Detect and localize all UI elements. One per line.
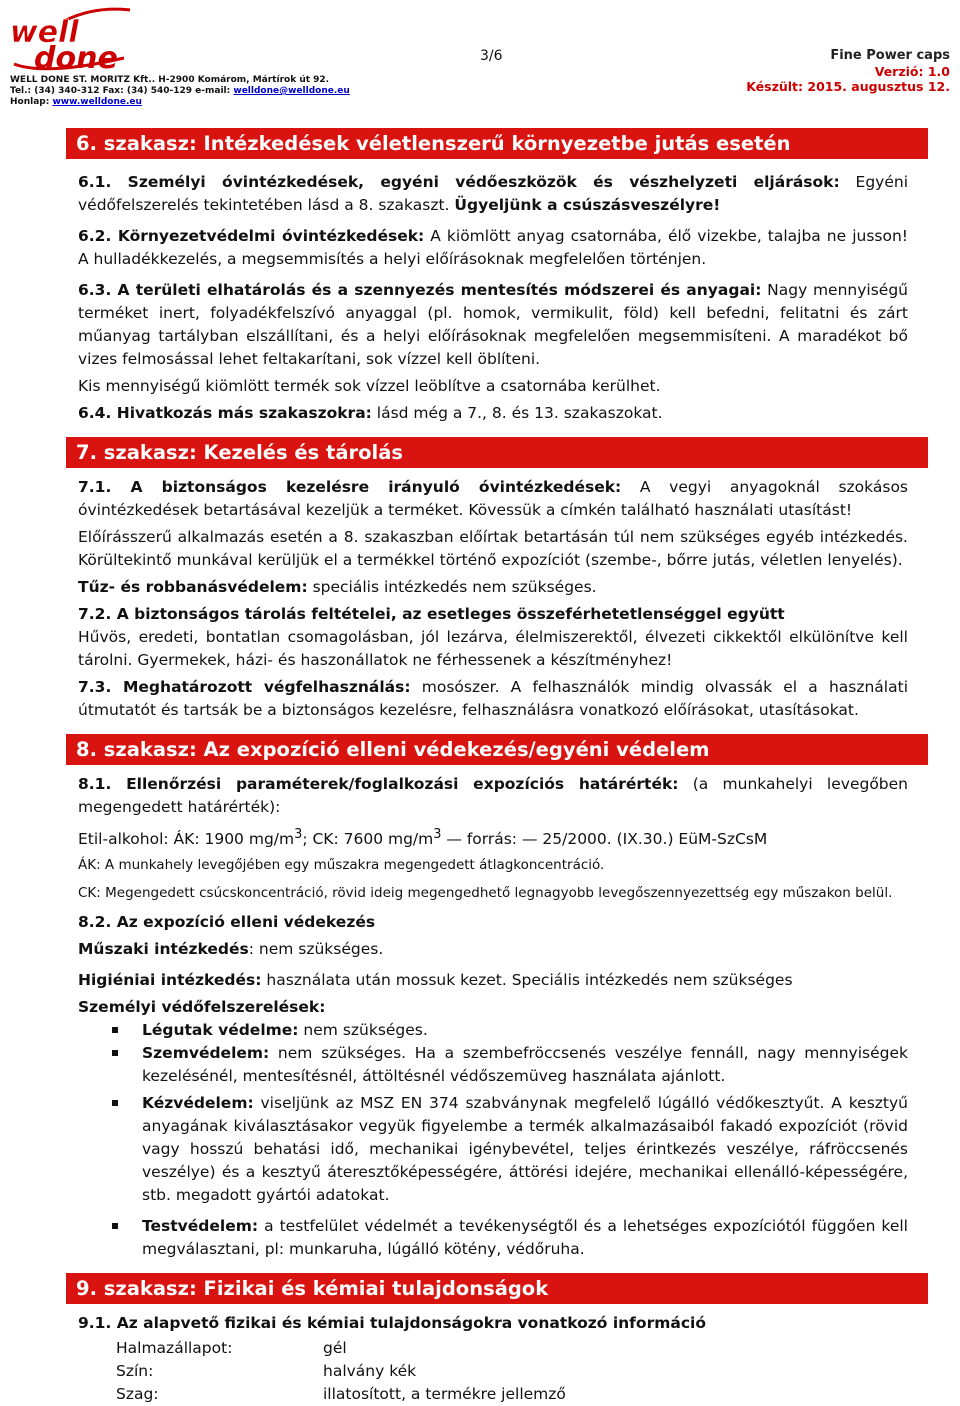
text-7-1: A vegyi anyagoknál szokásos óvintézkedések betartásával kezeljük a terméket. Kövessük a címkén található használati utasítást! bbox=[78, 478, 909, 519]
ppe-heading: Személyi védőfelszerelések: bbox=[78, 998, 326, 1017]
para-fire bbox=[78, 576, 908, 599]
para-6-2 bbox=[78, 225, 908, 271]
property-key: Halmazállapot: bbox=[116, 1339, 233, 1358]
property-key: Szín: bbox=[116, 1362, 154, 1381]
text-6-4: lásd még a 7., 8. és 13. szakaszokat. bbox=[371, 404, 663, 422]
list-item bbox=[78, 1092, 908, 1207]
email-link[interactable]: welldone@welldone.eu bbox=[233, 86, 350, 96]
heading-6-4: 6.4. Hivatkozás más szakaszokra: bbox=[78, 404, 372, 422]
para-8-1 bbox=[78, 773, 908, 819]
limit-ak: Etil-alkohol: ÁK: 1900 mg/m bbox=[78, 830, 295, 849]
text-6-1: Egyéni védőfelszerelés tekintetében lásd a 8. szakaszt. bbox=[78, 173, 908, 214]
section-9-title: 9. szakasz: Fizikai és kémiai tulajdonságok bbox=[66, 1273, 928, 1304]
heading-7-1: 7.1. A biztonságos kezelésre irányuló óvintézkedések: bbox=[78, 478, 622, 496]
para-hygiene bbox=[78, 969, 908, 992]
web-label: Honlap: bbox=[10, 97, 53, 107]
heading-8-1: 8.1. Ellenőrzési paraméterek/foglalkozási expozíciós határérték: bbox=[78, 775, 679, 793]
text-6-3: Nagy mennyiségű terméket inert, folyadékfelszívó anyaggal (pl. homok, vermikulit, föld) kell befedni, felitatni és zárt műanyag tartályban elszállítani, és a helyi előírásoknak megfelelően megsemmisíteni. A maradékot bő vizes felmosással lehet feltakarítani, sok vízzel kell öblíteni. bbox=[78, 281, 908, 368]
para-7-1b: Előírásszerű alkalmazás esetén a 8. szakaszban előírtak betartásán túl nem szükséges egyéb intézkedés. Körültekintő munkával kerüljük el a termékkel történő expozíciót (szembe-, bőrre jutás, véletlen lenyelés). bbox=[78, 528, 908, 569]
section-8-title: 8. szakasz: Az expozíció elleni védekezés/egyéni védelem bbox=[66, 734, 928, 765]
limit-source: — forrás: — 25/2000. (IX.30.) EüM-SzCsM bbox=[441, 830, 768, 849]
company-address: WELL DONE ST. MORITZ Kft.. H-2900 Komárom, Mártírok út 92. bbox=[10, 75, 330, 85]
property-value: halvány kék bbox=[323, 1362, 417, 1381]
phone-fax: Tel.: (34) 340-312 Fax: (34) 540-129 e-mail: bbox=[10, 86, 234, 96]
logo-word-done: done bbox=[34, 41, 118, 76]
property-value: gél bbox=[323, 1339, 347, 1358]
exposure-limit bbox=[78, 823, 908, 851]
logo-word-well: well bbox=[10, 15, 79, 50]
para-7-2: Hűvös, eredeti, bontatlan csomagolásban, jól lezárva, élelmiszerektől, élvezeti cikkektől elkülönítve kell tárolni. Gyermekek, házi- és haszonállatok ne férhessenek a készítményhez! bbox=[78, 628, 908, 669]
ppe-label: Légutak védelme: bbox=[142, 1021, 299, 1040]
website-link[interactable]: www.welldone.eu bbox=[52, 97, 142, 107]
heading-7-2: 7.2. A biztonságos tárolás feltételei, az esetleges összeférhetetlenséggel együtt bbox=[78, 605, 785, 623]
fire-text: speciális intézkedés nem szükséges. bbox=[307, 578, 597, 596]
ppe-text: nem szükséges. bbox=[298, 1021, 428, 1040]
slip-warning: Ügyeljünk a csúszásveszélyre! bbox=[454, 196, 721, 214]
hygiene-text: használata után mossuk kezet. Speciális intézkedés nem szükséges bbox=[261, 971, 793, 990]
section-7-title: 7. szakasz: Kezelés és tárolás bbox=[66, 437, 928, 468]
ak-definition: ÁK: A munkahely levegőjében egy műszakra megengedett átlagkoncentráció. bbox=[78, 857, 605, 874]
ppe-label: Szemvédelem: bbox=[142, 1044, 270, 1063]
para-6-1 bbox=[78, 171, 908, 217]
logo-graphic bbox=[6, 6, 136, 78]
page-number: 3/6 bbox=[480, 48, 503, 64]
limit-ck: ; CK: 7600 mg/m bbox=[302, 830, 434, 849]
ppe-label: Testvédelem: bbox=[142, 1217, 259, 1236]
version: Verzió: 1.0 bbox=[874, 64, 950, 79]
limit-sup-1: 3 bbox=[294, 827, 303, 842]
fire-heading: Tűz- és robbanásvédelem: bbox=[78, 578, 308, 596]
product-name: Fine Power caps bbox=[830, 48, 950, 63]
para-6-3b: Kis mennyiségű kiömlött termék sok vízzel leöblítve a csatornába kerülhet. bbox=[78, 377, 661, 395]
list-item bbox=[78, 1019, 908, 1042]
property-value: illatosított, a termékre jellemző bbox=[323, 1385, 566, 1404]
document-body bbox=[78, 128, 908, 1406]
hygiene-heading: Higiéniai intézkedés: bbox=[78, 971, 262, 990]
welldone-logo bbox=[6, 6, 136, 82]
para-6-4 bbox=[78, 402, 908, 425]
company-contact bbox=[10, 86, 350, 97]
heading-9-1: 9.1. Az alapvető fizikai és kémiai tulajdonságokra vonatkozó információ bbox=[78, 1314, 706, 1333]
heading-6-3: 6.3. A területi elhatárolás és a szennyezés mentesítés módszerei és anyagai: bbox=[78, 281, 762, 299]
text-8-1: (a munkahelyi levegőben megengedett határérték): bbox=[78, 775, 908, 816]
heading-7-3: 7.3. Meghatározott végfelhasználás: bbox=[78, 678, 411, 696]
text-6-2: A kiömlött anyag csatornába, élő vizekbe, talajba ne jusson! A hulladékkezelés, a megsemmisítés a helyi előírásoknak megfelelően történjen. bbox=[78, 227, 908, 268]
limit-sup-2: 3 bbox=[433, 827, 442, 842]
company-web bbox=[10, 97, 142, 108]
created-date: Készült: 2015. augusztus 12. bbox=[746, 79, 950, 94]
text-7-3: mosószer. A felhasználók mindig olvassák el a használati útmutatót és tartsák be a biztonságos kezelésre, felhasználásra vonatkozó előírásokat, utasításokat. bbox=[78, 678, 908, 719]
para-7-3 bbox=[78, 676, 908, 722]
heading-8-2: 8.2. Az expozíció elleni védekezés bbox=[78, 913, 376, 932]
list-item bbox=[78, 1215, 908, 1261]
ck-definition: CK: Megengedett csúcskoncentráció, rövid ideig megengedhető legnagyobb levegőszennyezettség egy műszakon belül. bbox=[78, 885, 893, 902]
section-6-title: 6. szakasz: Intézkedések véletlenszerű környezetbe jutás esetén bbox=[66, 128, 928, 159]
table-row bbox=[78, 1360, 908, 1383]
properties-table bbox=[78, 1337, 908, 1406]
heading-6-2: 6.2. Környezetvédelmi óvintézkedések: bbox=[78, 227, 425, 245]
list-item bbox=[78, 1042, 908, 1088]
ppe-label: Kézvédelem: bbox=[142, 1094, 254, 1113]
technical-text: : nem szükséges. bbox=[248, 940, 384, 959]
technical-heading: Műszaki intézkedés bbox=[78, 940, 249, 959]
para-7-1 bbox=[78, 476, 908, 522]
heading-6-1: 6.1. Személyi óvintézkedések, egyéni védőeszközök és vészhelyzeti eljárások: bbox=[78, 173, 840, 191]
property-key: Szag: bbox=[116, 1385, 159, 1404]
table-row bbox=[78, 1383, 908, 1406]
para-technical bbox=[78, 938, 908, 961]
para-6-3 bbox=[78, 279, 908, 371]
ppe-text: nem szükséges. Ha a szembefröccsenés veszélye fennáll, nagy mennyiségek kezelésénél, mentesítésnél, áttöltésnél védőszemüveg használata ajánlott. bbox=[142, 1044, 908, 1086]
ppe-text: a testfelület védelmét a tevékenységtől és a lehetséges expozíciótól függően kell megválasztani, pl: munkaruha, lúgálló kötény, védőruha. bbox=[142, 1217, 908, 1259]
ppe-list bbox=[78, 1019, 908, 1261]
ppe-text: viseljünk az MSZ EN 374 szabványnak megfelelő lúgálló védőkesztyűt. A kesztyű anyagának kiválasztásakor vegyük figyelembe a termék alkalmazásaiból fakadó expozíciót (rövid vagy hosszú behatási idő, mechanikai igénybevétel, teljes érintkezés veszélye, ráfröccsenés veszélye) és a kesztyű áteresztőképességére, áttörési idejére, mechanikai ellenálló-képességére, stb. megadott gyártói adatokat. bbox=[142, 1094, 908, 1205]
table-row bbox=[78, 1337, 908, 1360]
